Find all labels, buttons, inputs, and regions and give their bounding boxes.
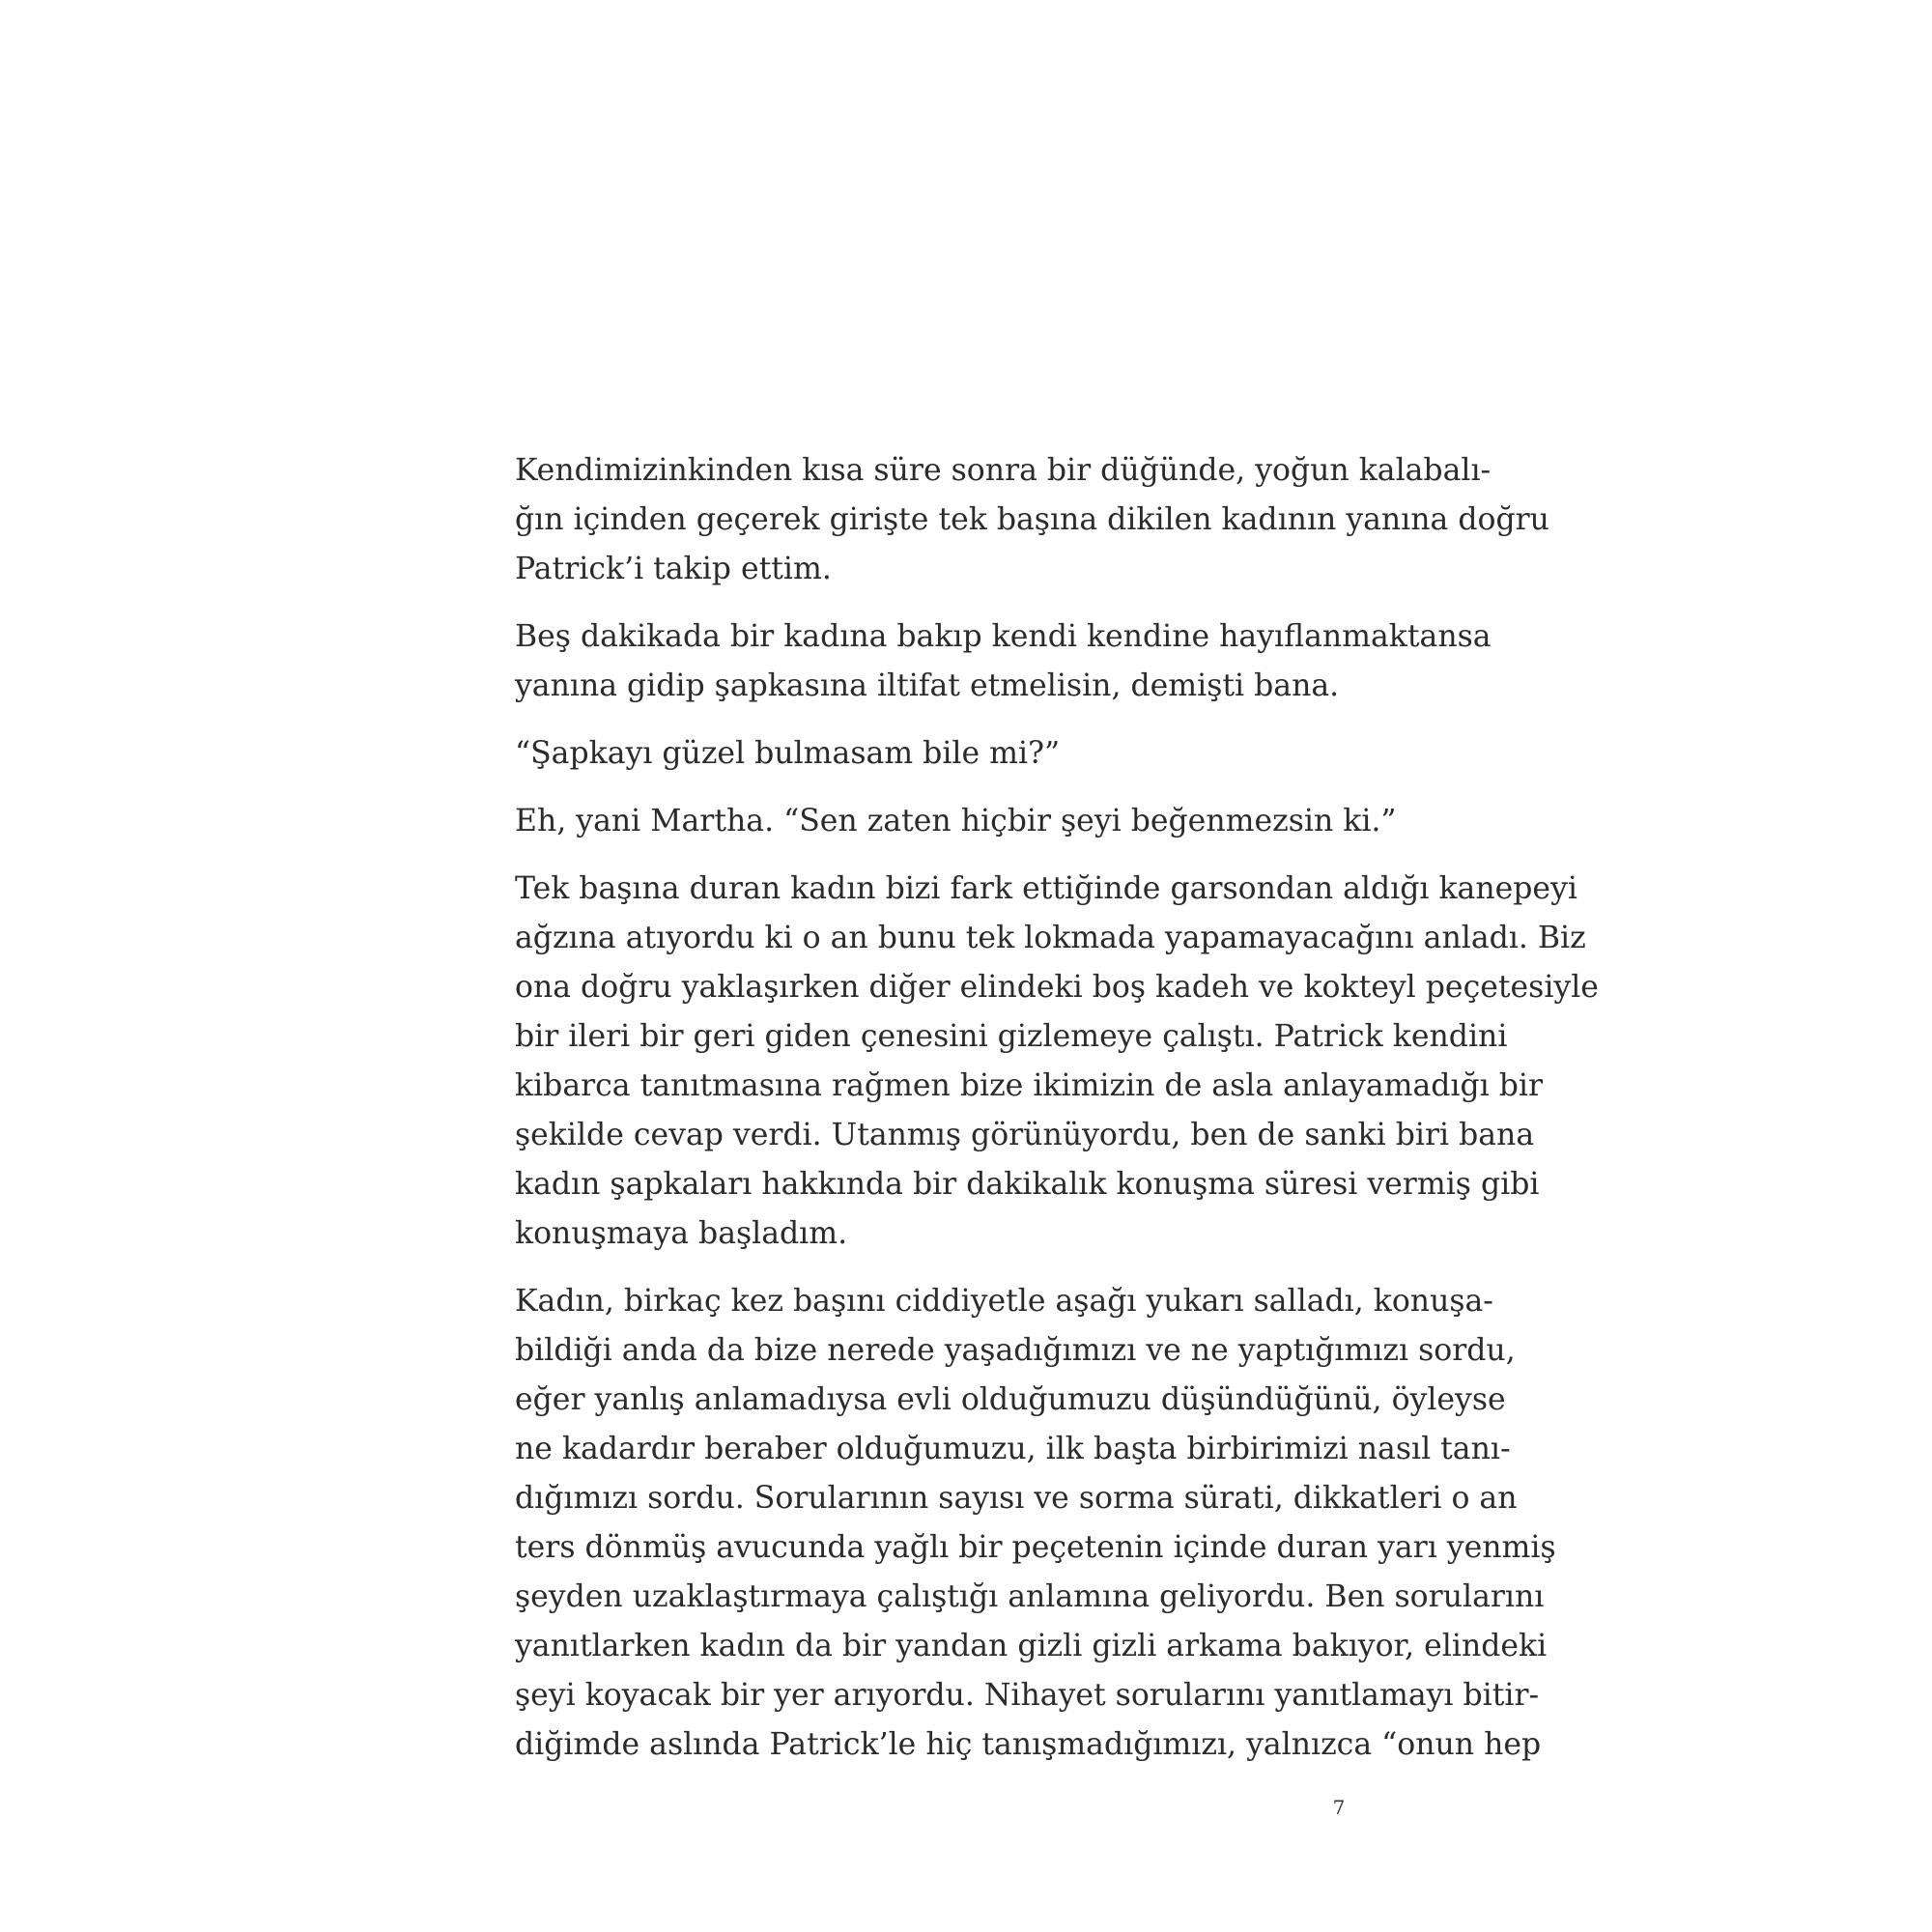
text-line: ters dönmüş avucunda yağlı bir peçetenin içinde duran yarı yenmiş (515, 1530, 1556, 1565)
page-body-text (515, 446, 1599, 1788)
text-line: Eh, yani Martha. “Sen zaten hiçbir şeyi beğenmezsin ki.” (515, 804, 1397, 838)
text-line: dığımızı sordu. Sorularının sayısı ve sorma sürati, dikkatleri o an (515, 1481, 1518, 1516)
paragraph-4 (515, 797, 1433, 846)
text-line: yanına gidip şapkasına iltifat etmelisin, demişti bana. (515, 668, 1340, 703)
text-line: “Şapkayı güzel bulmasam bile mi?” (515, 736, 1061, 771)
text-line: şekilde cevap verdi. Utanmış görünüyordu, ben de sanki biri bana (515, 1118, 1535, 1152)
text-line: eğer yanlış anlamadıysa evli olduğumuzu düşündüğünü, öyleyse (515, 1382, 1506, 1417)
text-line: kibarca tanıtmasına rağmen bize ikimizin de asla anlayamadığı bir (515, 1068, 1544, 1103)
text-line: ğın içinden geçerek girişte tek başına dikilen kadının yanına doğru (515, 502, 1549, 537)
paragraph-2 (515, 612, 1492, 711)
text-line: diğimde aslında Patrick’le hiç tanışmadığımızı, yalnızca “onun hep (515, 1727, 1542, 1762)
paragraph-6 (515, 1277, 1556, 1770)
text-line: şeyden uzaklaştırmaya çalıştığı anlamına geliyordu. Ben sorularını (515, 1579, 1545, 1614)
paragraph-3 (515, 729, 1433, 779)
text-line: konuşmaya başladım. (515, 1216, 848, 1251)
text-line: ne kadardır beraber olduğumuzu, ilk başta birbirimizi nasıl tanı- (515, 1432, 1511, 1466)
text-line: ona doğru yaklaşırken diğer elindeki boş kadeh ve kokteyl peçetesiyle (515, 970, 1599, 1005)
text-line: Patrick’i takip ettim. (515, 552, 832, 586)
text-line: ağzına atıyordu ki o an bunu tek lokmada yapamayacağını anladı. Biz (515, 921, 1586, 955)
paragraph-5 (515, 865, 1599, 1259)
text-line: bir ileri bir geri giden çenesini gizlemeye çalıştı. Patrick kendini (515, 1019, 1508, 1054)
text-line: şeyi koyacak bir yer arıyordu. Nihayet sorularını yanıtlamayı bitir- (515, 1678, 1540, 1713)
text-line: bildiği anda da bize nerede yaşadığımızı ve ne yaptığımızı sordu, (515, 1333, 1516, 1368)
text-line: Kadın, birkaç kez başını ciddiyetle aşağı yukarı salladı, konuşa- (515, 1284, 1493, 1319)
text-line: Tek başına duran kadın bizi fark ettiğinde garsondan aldığı kanepeyi (515, 871, 1577, 906)
text-line: kadın şapkaları hakkında bir dakikalık konuşma süresi vermiş gibi (515, 1167, 1540, 1202)
text-line: Beş dakikada bir kadına bakıp kendi kendine hayıflanmaktansa (515, 619, 1492, 654)
text-line: Kendimizinkinden kısa süre sonra bir düğünde, yoğun kalabalı- (515, 453, 1492, 488)
page-number: 7 (1332, 1796, 1346, 1819)
text-line: yanıtlarken kadın da bir yandan gizli gizli arkama bakıyor, elindeki (515, 1629, 1548, 1663)
paragraph-1 (515, 446, 1549, 594)
